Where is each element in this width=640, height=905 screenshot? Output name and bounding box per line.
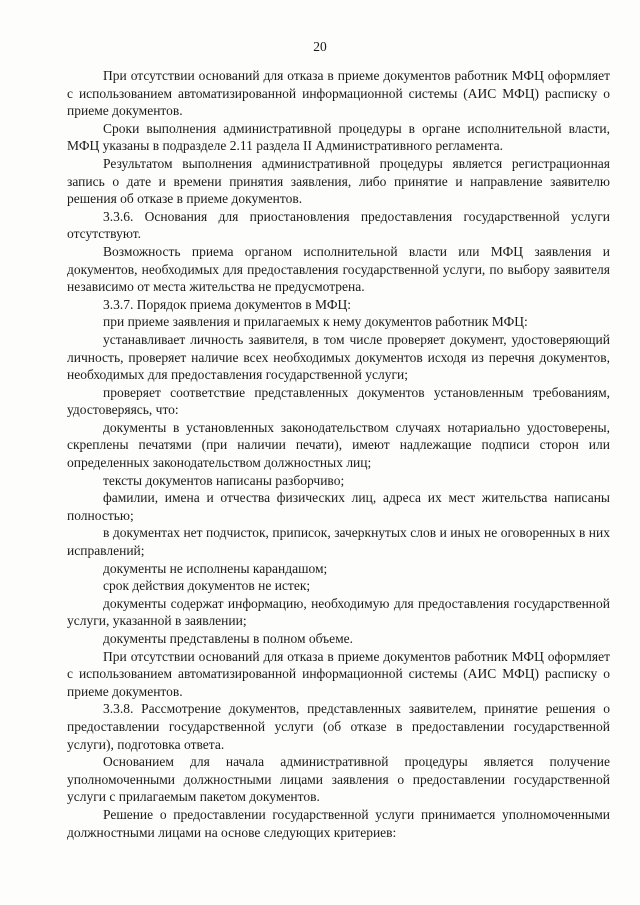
page-number: 20 [313,39,327,54]
paragraph: Сроки выполнения административной процедуры в органе исполнительной власти, МФЦ указаны в подразделе 2.11 раздела II Административного регламента. [67,120,610,154]
list-item: тексты документов написаны разборчиво; [103,472,345,488]
paragraph: Решение о предоставлении государственной услуги принимается уполномоченными должностными лицами на основе следующих критериев: [67,806,610,840]
paragraph: проверяет соответствие представленных документов установленным требованиям, удостоверяясь, что: [67,384,610,418]
paragraph: Основанием для начала административной процедуры является получение уполномоченными должностными лицами заявления о предоставлении государственной услуги с прилагаемым пакетом документов. [67,754,610,805]
list-item: фамилии, имена и отчества физических лиц, адреса их мест жительства написаны полностью; [67,490,610,523]
paragraph: устанавливает личность заявителя, в том числе проверяет документ, удостоверяющий личность, проверяет наличие всех необходимых документов исходя из перечня документов, необходимых для предоставления государственной услуги; [67,331,610,383]
list-item: документы содержат информацию, необходимую для предоставления государственной услуги, указанной в заявлении; [67,595,610,629]
paragraph: Результатом выполнения административной процедуры является регистрационная запись о дате и времени принятия заявления, либо принятие и направление заявителю решения об отказе в приеме документов. [67,155,610,207]
body-text [67,67,610,841]
paragraph: при приеме заявления и прилагаемых к нему документов работник МФЦ: [103,314,528,330]
section-heading-3-3-7: 3.3.7. Порядок приема документов в МФЦ: [103,296,352,312]
list-item: документы представлены в полном объеме. [103,631,354,646]
list-item: документы не исполнены карандашом; [103,560,328,576]
paragraph: При отсутствии оснований для отказа в приеме документов работник МФЦ оформляет с использованием автоматизированной информационной системы (АИС МФЦ) расписку о приеме документов. [67,648,610,699]
section-heading-3-3-6: 3.3.6. Основания для приостановления предоставления государственной услуги отсутствуют. [67,208,610,242]
section-heading-3-3-8: 3.3.8. Рассмотрение документов, представленных заявителем, принятие решения о предоставлении государственной услуги (об отказе в предоставлении государственной услуги), подготовка ответа. [67,701,610,752]
paragraph: Возможность приема органом исполнительной власти или МФЦ заявления и документов, необходимых для предоставления государственной услуги, по выбору заявителя независимо от места жительства не предусмотрена. [67,243,610,295]
list-item: в документах нет подчисток, приписок, зачеркнутых слов и иных не оговоренных в них исправлений; [67,525,610,559]
list-item: срок действия документов не истек; [103,578,311,594]
list-item: документы в установленных законодательством случаях нотариально удостоверены, скреплены печатями (при наличии печати), имеют надлежащие подписи сторон или определенных законодательством должностных лиц; [67,419,610,471]
paragraph: При отсутствии оснований для отказа в приеме документов работник МФЦ оформляет с использованием автоматизированной информационной системы (АИС МФЦ) расписку о приеме документов. [67,68,610,119]
